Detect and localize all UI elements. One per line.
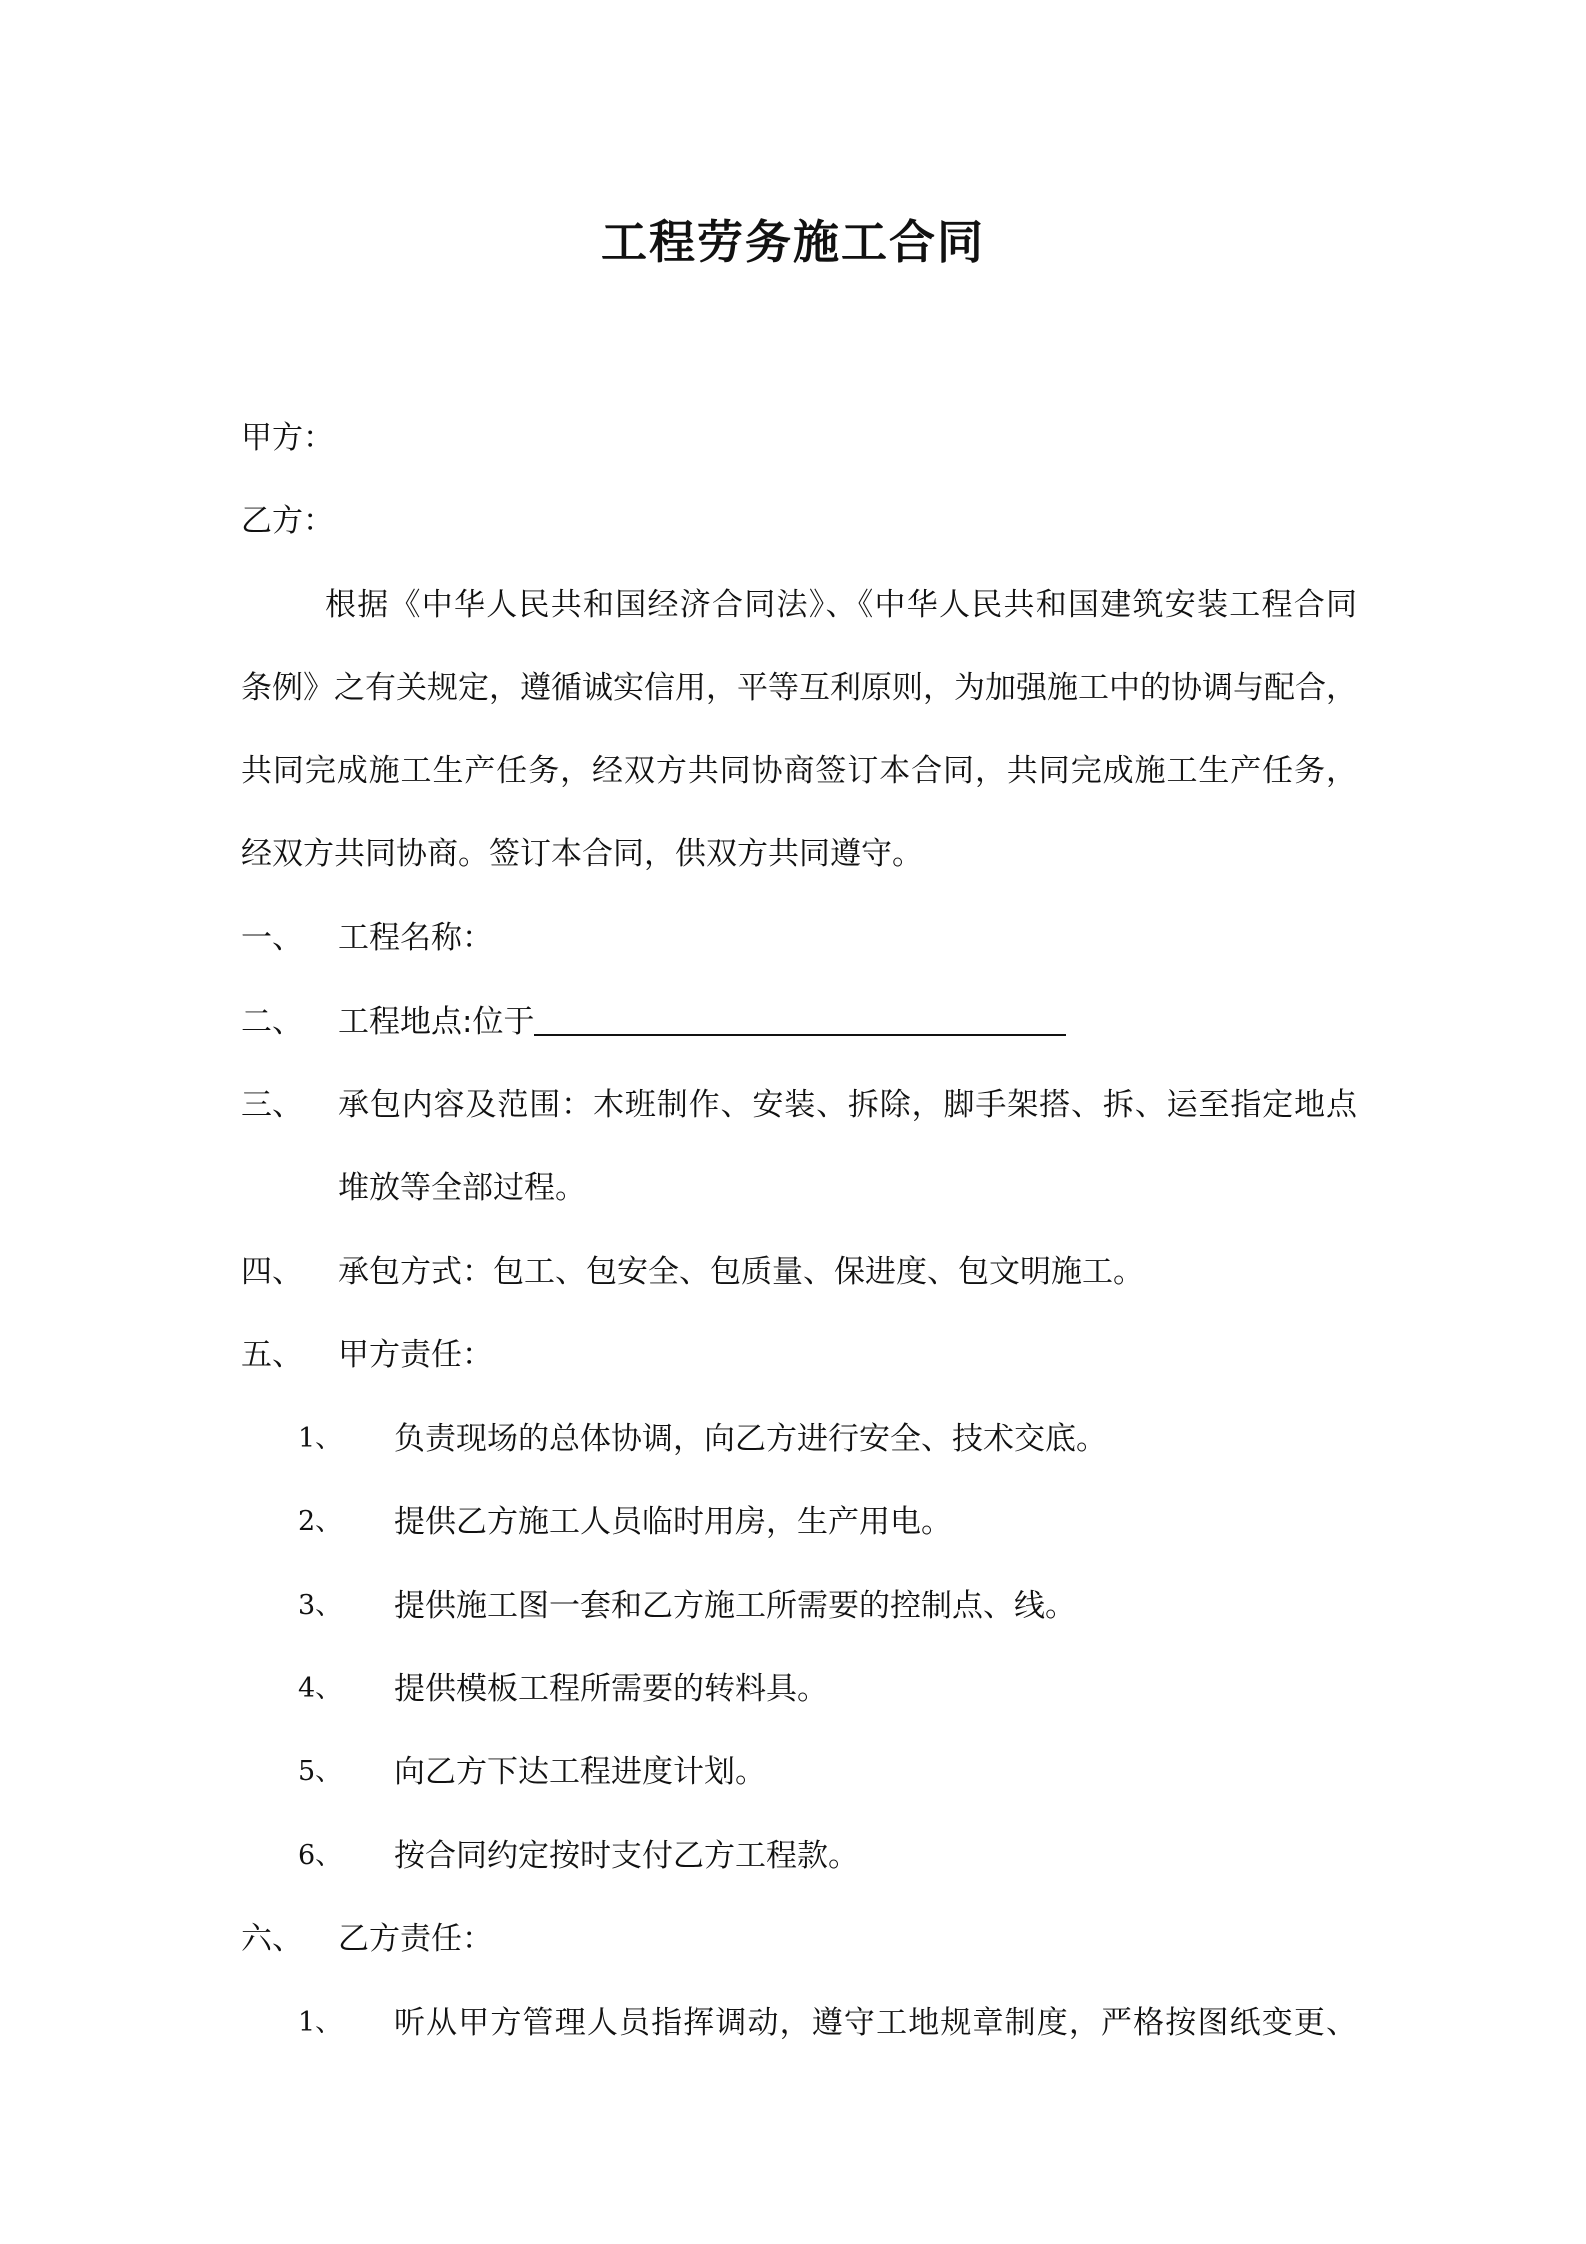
section-2-line <box>338 1000 1066 1044</box>
preamble-line-1: 根据《中华人民共和国经济合同法》、《中华人民共和国建筑安装工程合同 <box>325 587 1357 623</box>
list-item: 负责现场的总体协调，向乙方进行安全、技术交底。 <box>394 1421 1107 1457</box>
section-6-text: 乙方责任： <box>338 1921 493 1957</box>
party-a-label: 甲方： <box>241 420 334 456</box>
list-item-number: 1、 <box>298 2007 343 2038</box>
section-3-text: 承包内容及范围：木班制作、安装、拆除，脚手架搭、拆、运至指定地点 <box>338 1087 1357 1123</box>
list-item: 听从甲方管理人员指挥调动，遵守工地规章制度，严格按图纸变更、 <box>394 2005 1357 2041</box>
section-2-number: 二、 <box>241 1004 303 1040</box>
list-item-number: 2、 <box>298 1506 343 1537</box>
section-1-text: 工程名称： <box>338 920 493 956</box>
list-item-number: 1、 <box>298 1423 343 1454</box>
section-2-text: 工程地点:位于 <box>338 1004 535 1040</box>
list-item-number: 5、 <box>298 1756 343 1787</box>
list-item-number: 3、 <box>298 1590 343 1621</box>
list-item: 提供乙方施工人员临时用房，生产用电。 <box>394 1504 952 1540</box>
preamble-line-3: 共同完成施工生产任务，经双方共同协商签订本合同，共同完成施工生产任务， <box>241 753 1357 789</box>
list-item: 按合同约定按时支付乙方工程款。 <box>394 1838 859 1874</box>
section-3-continuation: 堆放等全部过程。 <box>338 1170 586 1206</box>
list-item-number: 4、 <box>298 1673 343 1704</box>
preamble-line-4: 经双方共同协商。签订本合同，供双方共同遵守。 <box>241 836 923 872</box>
section-6-number: 六、 <box>241 1921 303 1957</box>
list-item-number: 6、 <box>298 1840 343 1871</box>
section-5-text: 甲方责任： <box>338 1337 493 1373</box>
list-item: 提供模板工程所需要的转料具。 <box>394 1671 828 1707</box>
section-4-text: 承包方式：包工、包安全、包质量、保进度、包文明施工。 <box>338 1254 1144 1290</box>
list-item: 向乙方下达工程进度计划。 <box>394 1754 766 1790</box>
section-1-number: 一、 <box>241 920 303 956</box>
section-3-number: 三、 <box>241 1087 303 1123</box>
document-title: 工程劳务施工合同 <box>601 215 985 269</box>
location-blank <box>534 1004 1066 1036</box>
section-4-number: 四、 <box>241 1254 303 1290</box>
list-item: 提供施工图一套和乙方施工所需要的控制点、线。 <box>394 1588 1076 1624</box>
party-b-label: 乙方： <box>241 503 334 539</box>
section-5-number: 五、 <box>241 1337 303 1373</box>
preamble-line-2: 条例》之有关规定，遵循诚实信用，平等互利原则，为加强施工中的协调与配合， <box>241 670 1357 706</box>
